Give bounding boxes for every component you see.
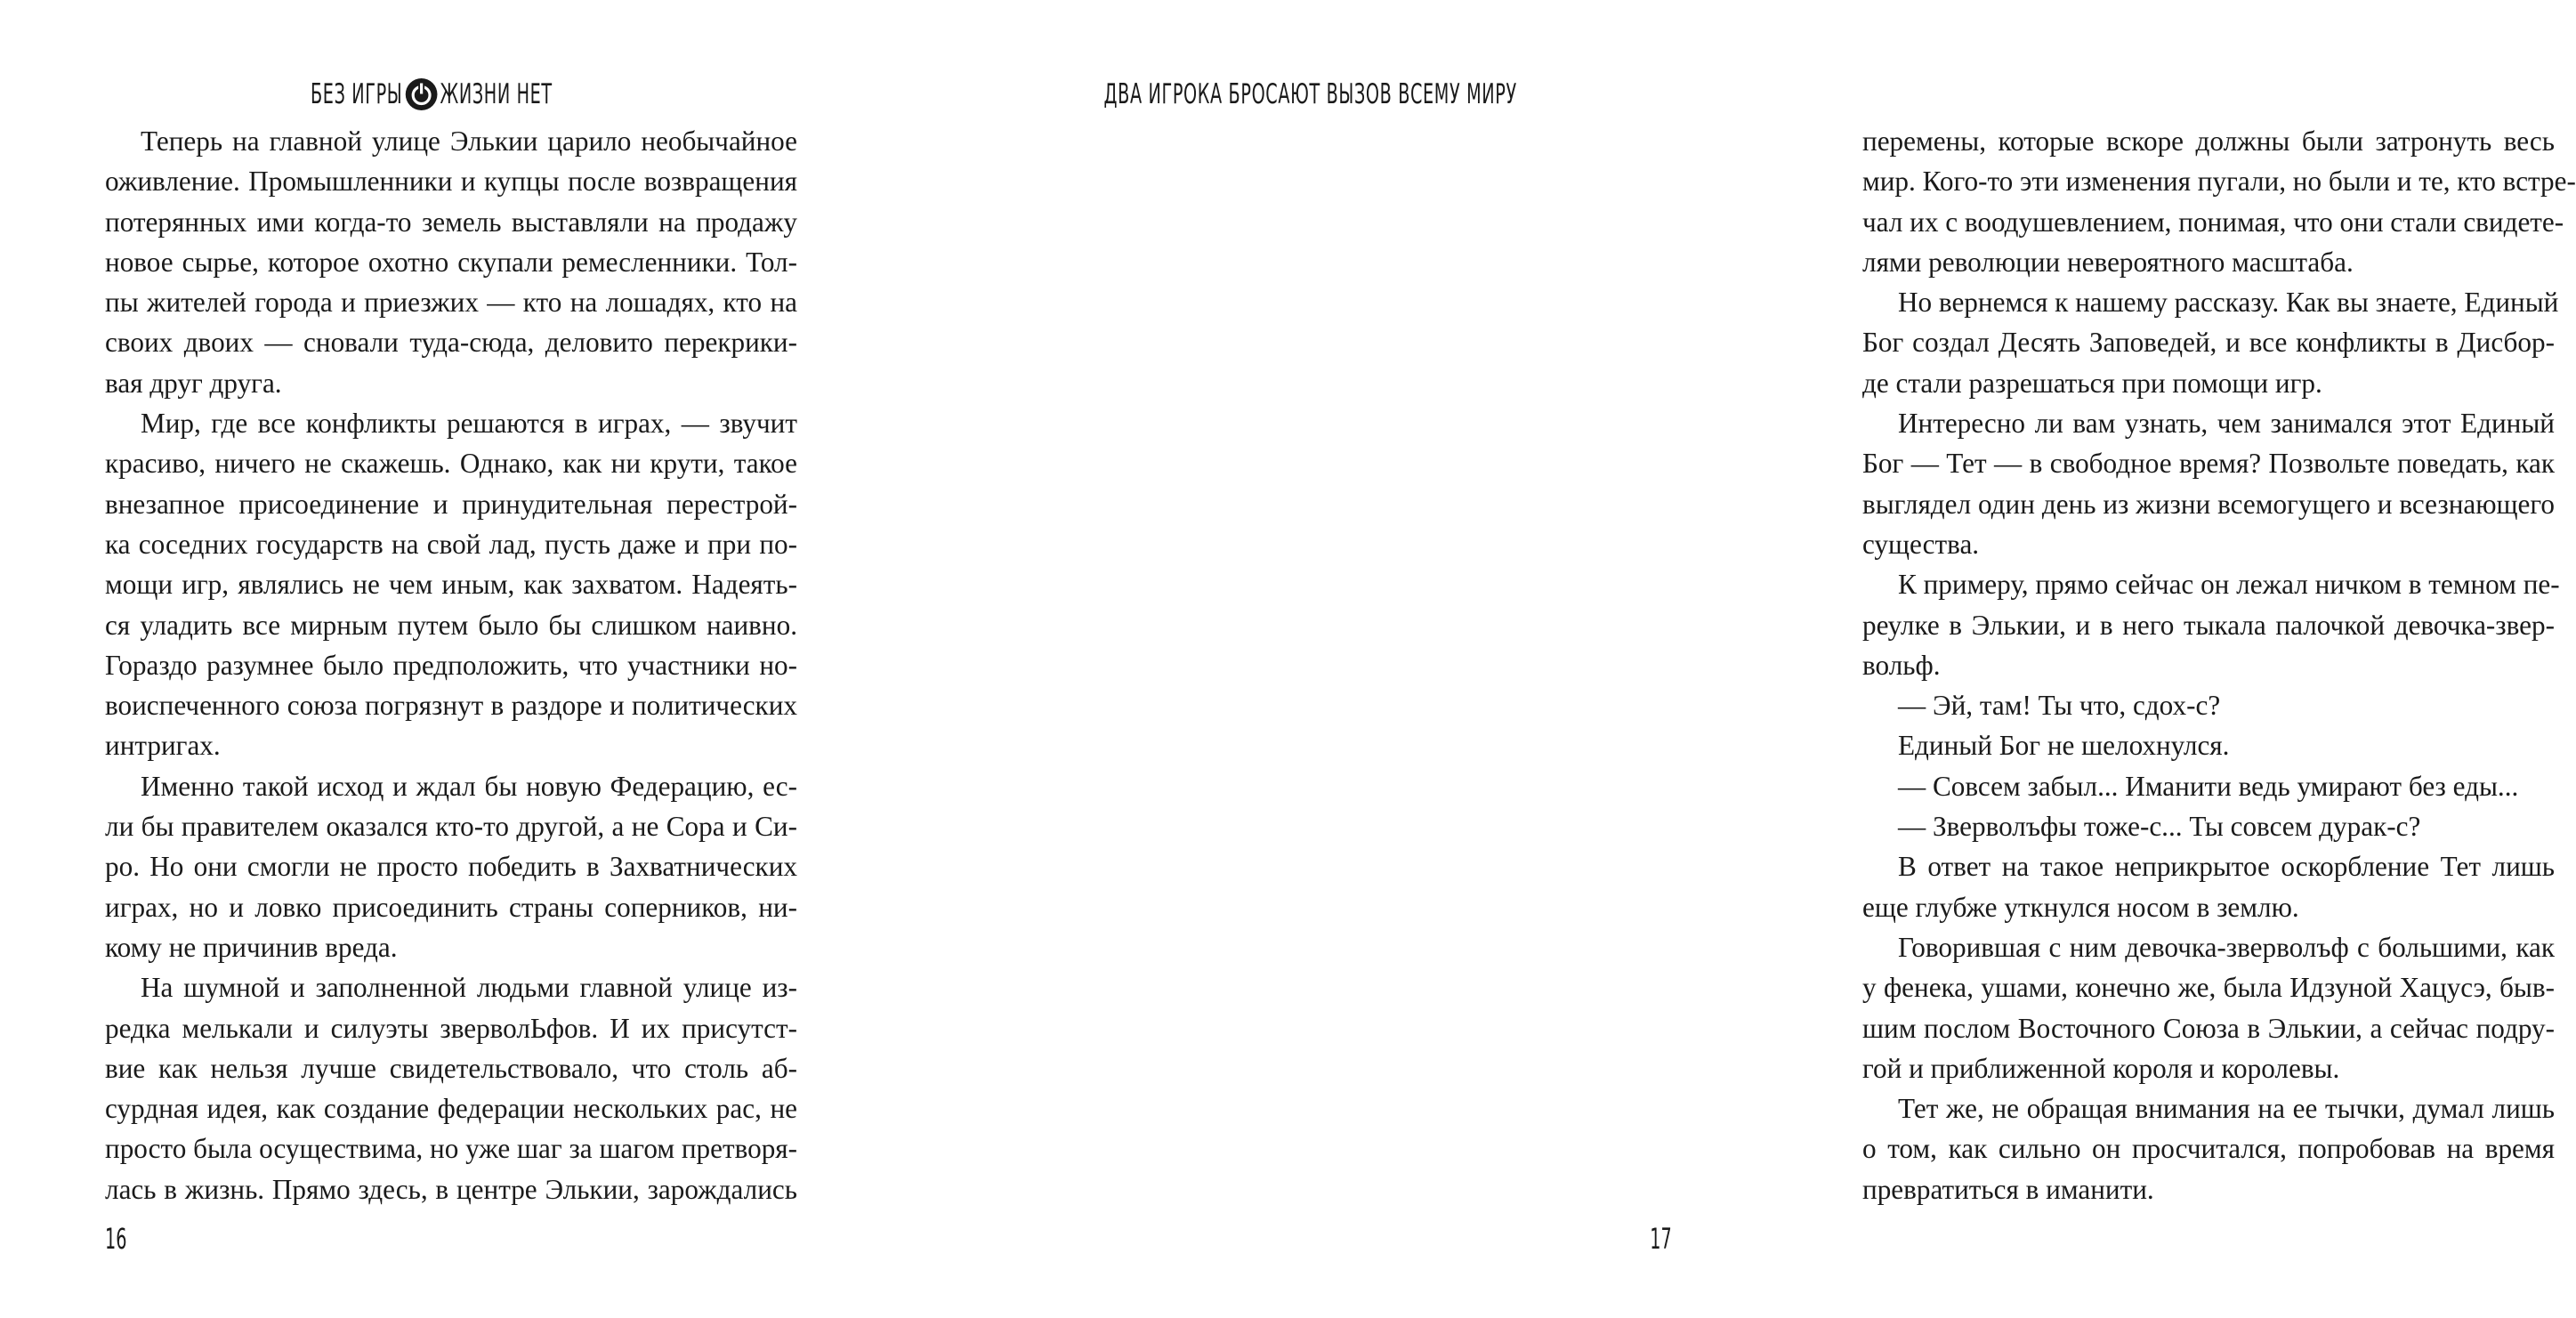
text-line: Именно такой исход и ждал бы новую Федерацию, ес-	[141, 770, 797, 802]
text-line: своих двоих — сновали туда-сюда, деловито перекрики-	[105, 327, 797, 359]
left-page	[0, 0, 883, 1318]
left-body-text	[105, 121, 797, 1209]
text-line: внезапное присоединение и принудительная перестрой-	[105, 488, 797, 520]
right-running-head: ДВА ИГРОКА БРОСАЮТ ВЫЗОВ ВСЕМУ МИРУ	[1103, 78, 1517, 110]
text-line: Гораздо разумнее было предположить, что участники но-	[105, 649, 797, 681]
text-line: ро. Но они смогли не просто победить в Захватнических	[105, 851, 797, 883]
right-body-text	[1862, 121, 2576, 1209]
text-line: — Эй, там! Ты что, сдох-с?	[1898, 690, 2221, 722]
left-running-head	[311, 77, 553, 112]
text-line: оживление. Промышленники и купцы после возвращения	[105, 166, 797, 198]
page-number: 16	[105, 1222, 127, 1256]
running-head-title-end: ЖИЗНИ НЕТ	[440, 78, 553, 110]
text-line: новое сырье, которое охотно скупали ремесленники. Тол-	[105, 246, 797, 278]
text-line: существа.	[1862, 528, 1980, 560]
text-line: о том, как сильно он просчитался, попробовав на время	[1862, 1133, 2555, 1165]
text-line: потерянных ими когда-то земель выставляли на продажу	[105, 206, 797, 238]
text-line: Бог — Тет — в свободное время? Позвольте поведать, как	[1862, 448, 2555, 480]
text-line: — Совсем забыл... Иманити ведь умирают без еды...	[1898, 770, 2519, 802]
text-line: реулке в Элькии, и в него тыкала палочкой девочка-звер-	[1862, 609, 2555, 641]
text-line: В ответ на такое неприкрытое оскорбление Тет лишь	[1898, 851, 2555, 883]
text-line: лями революции невероятного масштаба.	[1862, 246, 2354, 278]
text-line: Говорившая с ним девочка-зверволъф с большими, как	[1898, 931, 2555, 963]
text-line: ка соседних государств на свой лад, пусть даже и при по-	[105, 528, 797, 560]
text-line: вая друг друга.	[105, 367, 282, 399]
text-line: К примеру, прямо сейчас он лежал ничком в темном пе-	[1898, 569, 2560, 601]
text-line: просто была осуществима, но уже шаг за шагом претворя-	[105, 1133, 798, 1165]
text-line: — Зверволъфы тоже-с... Ты совсем дурак-с?	[1898, 811, 2421, 843]
text-line: Теперь на главной улице Элькии царило необычайное	[141, 125, 797, 157]
text-line: де стали разрешаться при помощи игр.	[1862, 367, 2322, 399]
text-line: мир. Кого-то эти изменения пугали, но были и те, кто встре-	[1862, 166, 2576, 198]
power-logo-icon	[404, 77, 440, 112]
text-line: еще глубже уткнулся носом в землю.	[1862, 891, 2299, 923]
text-line: перемены, которые вскоре должны были затронуть весь	[1862, 125, 2555, 157]
text-line: Единый Бог не шелохнулся.	[1898, 730, 2230, 762]
text-line: воиспеченного союза погрязнут в раздоре и политических	[105, 690, 797, 722]
text-line: красиво, ничего не скажешь. Однако, как ни крути, такое	[105, 448, 797, 480]
text-line: играх, но и ловко присоединить страны соперников, ни-	[105, 891, 797, 923]
text-line: Но вернемся к нашему рассказу. Как вы знаете, Единый	[1898, 287, 2559, 319]
text-line: гой и приближенной короля и королевы.	[1862, 1052, 2340, 1084]
text-line: вие как нельзя лучше свидетельствовало, что столь аб-	[105, 1052, 797, 1084]
text-line: у фенека, ушами, конечно же, была Идзуной Хацусэ, быв-	[1862, 972, 2555, 1004]
text-line: вольф.	[1862, 649, 1941, 681]
text-line: мощи игр, являлись не чем иным, как захватом. Надеять-	[105, 569, 797, 601]
text-line: пы жителей города и приезжих — кто на лошадях, кто на	[105, 287, 797, 319]
text-line: кому не причинив вреда.	[105, 931, 398, 963]
text-line: Бог создал Десять Заповедей, и все конфликты в Дисбор-	[1862, 327, 2555, 359]
text-line: шим послом Восточного Союза в Элькии, а сейчас подру-	[1862, 1012, 2555, 1044]
text-line: интригах.	[105, 730, 221, 762]
text-line: Мир, где все конфликты решаются в играх, — звучит	[141, 408, 797, 440]
running-head-title-start: БЕЗ ИГРЫ	[311, 78, 403, 110]
text-line: редка мелькали и силуэты зверволЬфов. И их присутст-	[105, 1012, 797, 1044]
text-line: ли бы правителем оказался кто-то другой, а не Сора и Си-	[105, 811, 797, 843]
text-line: выглядел один день из жизни всемогущего и всезнающего	[1862, 488, 2555, 520]
page-number: 17	[1650, 1222, 1672, 1256]
text-line: превратиться в иманити.	[1862, 1173, 2154, 1205]
text-line: сурдная идея, как создание федерации нескольких рас, не	[105, 1093, 797, 1125]
right-page	[883, 0, 2576, 1318]
text-line: На шумной и заполненной людьми главной улице из-	[141, 972, 797, 1004]
text-line: лась в жизнь. Прямо здесь, в центре Элькии, зарождались	[105, 1173, 797, 1205]
text-line: чал их с воодушевлением, понимая, что они стали свидете-	[1862, 206, 2564, 238]
text-line: Тет же, не обращая внимания на ее тычки, думал лишь	[1898, 1093, 2555, 1125]
text-line: Интересно ли вам узнать, чем занимался этот Единый	[1898, 408, 2555, 440]
text-line: ся уладить все мирным путем было бы слишком наивно.	[105, 609, 797, 641]
